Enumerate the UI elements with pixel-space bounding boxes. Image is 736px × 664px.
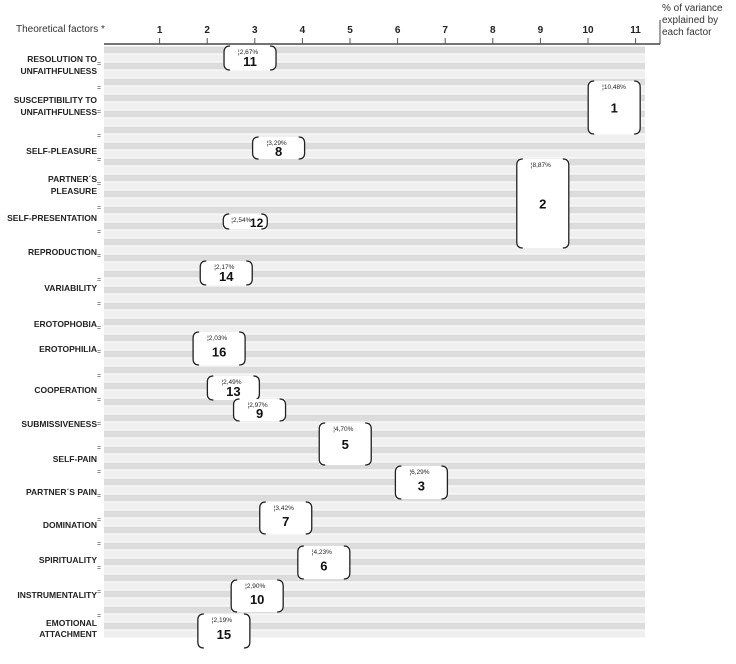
row-stripe <box>104 447 645 454</box>
row-stripe <box>104 271 645 278</box>
row-stripe <box>104 327 645 334</box>
x-tick-label: 6 <box>394 25 401 36</box>
row-stripe <box>104 319 645 326</box>
row-separator-mark: = <box>97 517 102 524</box>
row-stripe <box>104 359 645 366</box>
row-separator-mark: = <box>97 493 102 500</box>
row-stripe <box>104 55 645 62</box>
row-separator-mark: = <box>97 253 102 260</box>
row-stripe <box>104 415 645 422</box>
factor-number-label: 8 <box>274 144 283 159</box>
row-separator-mark: = <box>97 541 102 548</box>
row-stripe <box>104 279 645 286</box>
factor-variance-label: ¦2,17% <box>214 264 235 271</box>
row-stripe <box>104 95 645 102</box>
factor-number-label: 6 <box>320 558 328 574</box>
row-stripe <box>104 631 645 638</box>
row-stripe <box>104 471 645 478</box>
row-stripe <box>104 311 645 318</box>
row-separator-mark: = <box>97 157 102 164</box>
factor-number-label: 12 <box>249 216 264 230</box>
row-stripe <box>104 575 645 582</box>
row-stripe <box>104 439 645 446</box>
category-label: VARIABILITY <box>44 283 97 293</box>
factor-number-label: 16 <box>211 344 227 360</box>
factor-number-label: 3 <box>417 478 426 494</box>
row-stripe <box>104 407 645 414</box>
row-stripe <box>104 287 645 294</box>
row-stripe <box>104 591 645 598</box>
row-stripe <box>104 135 645 142</box>
row-separator-mark: = <box>97 397 102 404</box>
category-label: SUBMISSIVENESS <box>21 419 97 429</box>
row-stripe <box>104 255 645 262</box>
category-label: EROTOPHOBIA <box>33 319 97 329</box>
category-label: PARTNER´S <box>48 174 97 184</box>
row-separator-mark: = <box>97 205 102 212</box>
category-label: EMOTIONAL <box>46 618 97 628</box>
factor-number-label: 10 <box>249 592 265 607</box>
row-stripe <box>104 503 645 510</box>
factor-variance-label: ¦2,67% <box>238 49 259 56</box>
row-stripe <box>104 383 645 390</box>
row-separator-mark: = <box>97 373 102 380</box>
factor-number-label: 11 <box>243 54 257 69</box>
row-stripe <box>104 607 645 614</box>
row-stripe <box>104 47 645 54</box>
category-label: SELF-PRESENTATION <box>7 213 97 223</box>
row-stripe <box>104 343 645 350</box>
row-separator-mark: = <box>97 421 102 428</box>
factor-variance-label: ¦10,48% <box>602 84 626 91</box>
row-stripe <box>104 423 645 430</box>
row-stripe <box>104 455 645 462</box>
category-label: ATTACHMENT <box>39 629 97 639</box>
row-stripe <box>104 367 645 374</box>
factor-number-label: 5 <box>341 437 349 452</box>
factor-number-label: 2 <box>539 196 547 212</box>
category-label: REPRODUCTION <box>28 247 97 257</box>
category-label: SPIRITUALITY <box>38 555 97 565</box>
category-label: EROTOPHILIA <box>39 344 97 354</box>
row-stripe <box>104 263 645 270</box>
factor-number-label: 13 <box>226 384 241 399</box>
row-separator-mark: = <box>97 85 102 92</box>
row-stripe <box>104 431 645 438</box>
row-stripe <box>104 599 645 606</box>
category-label: RESOLUTION TO <box>27 54 97 64</box>
factor-variance-label: ¦3,29% <box>266 140 287 147</box>
x-tick-label: 8 <box>490 25 496 36</box>
category-label: PLEASURE <box>50 186 97 196</box>
row-stripe <box>104 71 645 78</box>
row-stripe <box>104 295 645 302</box>
factor-variance-label: ¦3,42% <box>273 505 294 512</box>
factor-variance-label: ¦8,87% <box>530 162 551 169</box>
row-stripe <box>104 351 645 358</box>
category-label: SELF-PAIN <box>52 454 97 464</box>
row-stripe <box>104 535 645 542</box>
x-tick-label: 3 <box>252 25 258 36</box>
category-label: SELF-PLEASURE <box>26 146 97 156</box>
x-tick-label: 10 <box>582 25 594 36</box>
row-stripe <box>104 519 645 526</box>
x-tick-label: 2 <box>204 25 210 36</box>
row-separator-mark: = <box>97 565 102 572</box>
row-stripe <box>104 151 645 158</box>
factor-variance-label: ¦2,49% <box>221 379 242 386</box>
row-separator-mark: = <box>97 61 102 68</box>
factor-variance-label: ¦6,29% <box>409 469 430 476</box>
row-separator-mark: = <box>97 445 102 452</box>
row-stripe <box>104 583 645 590</box>
row-stripe <box>104 567 645 574</box>
left-header: Theoretical factors * <box>16 24 105 35</box>
category-label: UNFAITHFULNESS <box>20 66 97 76</box>
row-separator-mark: = <box>97 613 102 620</box>
row-separator-mark: = <box>97 181 102 188</box>
factor-number-label: 1 <box>610 100 618 116</box>
row-stripe <box>104 623 645 630</box>
row-separator-mark: = <box>97 349 102 356</box>
factor-number-label: 15 <box>216 627 232 642</box>
row-stripe <box>104 79 645 86</box>
row-stripe <box>104 615 645 622</box>
factor-variance-label: ¦4,70% <box>333 426 354 433</box>
row-stripe <box>104 375 645 382</box>
row-stripe <box>104 399 645 406</box>
row-stripe <box>104 527 645 534</box>
row-separator-mark: = <box>97 229 102 236</box>
row-stripe <box>104 487 645 494</box>
x-tick-label: 1 <box>156 25 163 36</box>
row-separator-mark: = <box>97 277 102 284</box>
right-header: % of variance explained by each factor <box>662 3 723 38</box>
x-tick-label: 4 <box>299 25 306 36</box>
category-label: COOPERATION <box>34 385 97 395</box>
row-stripe <box>104 463 645 470</box>
row-separator-mark: = <box>97 133 102 140</box>
factor-variance-label: ¦2,54% <box>231 217 252 224</box>
category-label: INSTRUMENTALITY <box>17 590 97 600</box>
factor-variance-label: ¦2,03% <box>207 335 228 342</box>
row-stripe <box>104 303 645 310</box>
factor-variance-label: ¦2,97% <box>247 402 268 409</box>
row-stripe <box>104 119 645 126</box>
row-stripe <box>104 63 645 70</box>
factor-variance-label: ¦2,19% <box>211 617 232 624</box>
row-stripe <box>104 127 645 134</box>
factor-number-label: 14 <box>219 269 234 284</box>
factor-variance-label: ¦2,90% <box>245 583 266 590</box>
x-tick-label: 7 <box>442 25 448 36</box>
x-tick-label: 5 <box>347 25 353 36</box>
row-separator-mark: = <box>97 301 102 308</box>
factor-variance-label: ¦4,23% <box>311 549 332 556</box>
category-label: UNFAITHFULNESS <box>20 107 97 117</box>
row-separator-mark: = <box>97 469 102 476</box>
row-stripe <box>104 87 645 94</box>
row-stripe <box>104 111 645 118</box>
row-separator-mark: = <box>97 109 102 116</box>
row-stripe <box>104 103 645 110</box>
row-stripe <box>104 551 645 558</box>
row-separator-mark: = <box>97 589 102 596</box>
category-label: SUSCEPTIBILITY TO <box>13 95 97 105</box>
factor-number-label: 7 <box>282 514 290 529</box>
row-stripe <box>104 479 645 486</box>
x-tick-label: 9 <box>537 25 544 36</box>
row-separator-mark: = <box>97 325 102 332</box>
row-stripe <box>104 495 645 502</box>
row-stripe <box>104 143 645 150</box>
factor-number-label: 9 <box>255 406 264 421</box>
row-stripe <box>104 335 645 342</box>
x-tick-label: 11 <box>630 25 641 36</box>
row-stripe <box>104 543 645 550</box>
row-stripe <box>104 511 645 518</box>
category-label: PARTNER´S PAIN <box>26 487 97 497</box>
row-stripe <box>104 559 645 566</box>
row-stripe <box>104 391 645 398</box>
category-label: DOMINATION <box>42 520 97 530</box>
